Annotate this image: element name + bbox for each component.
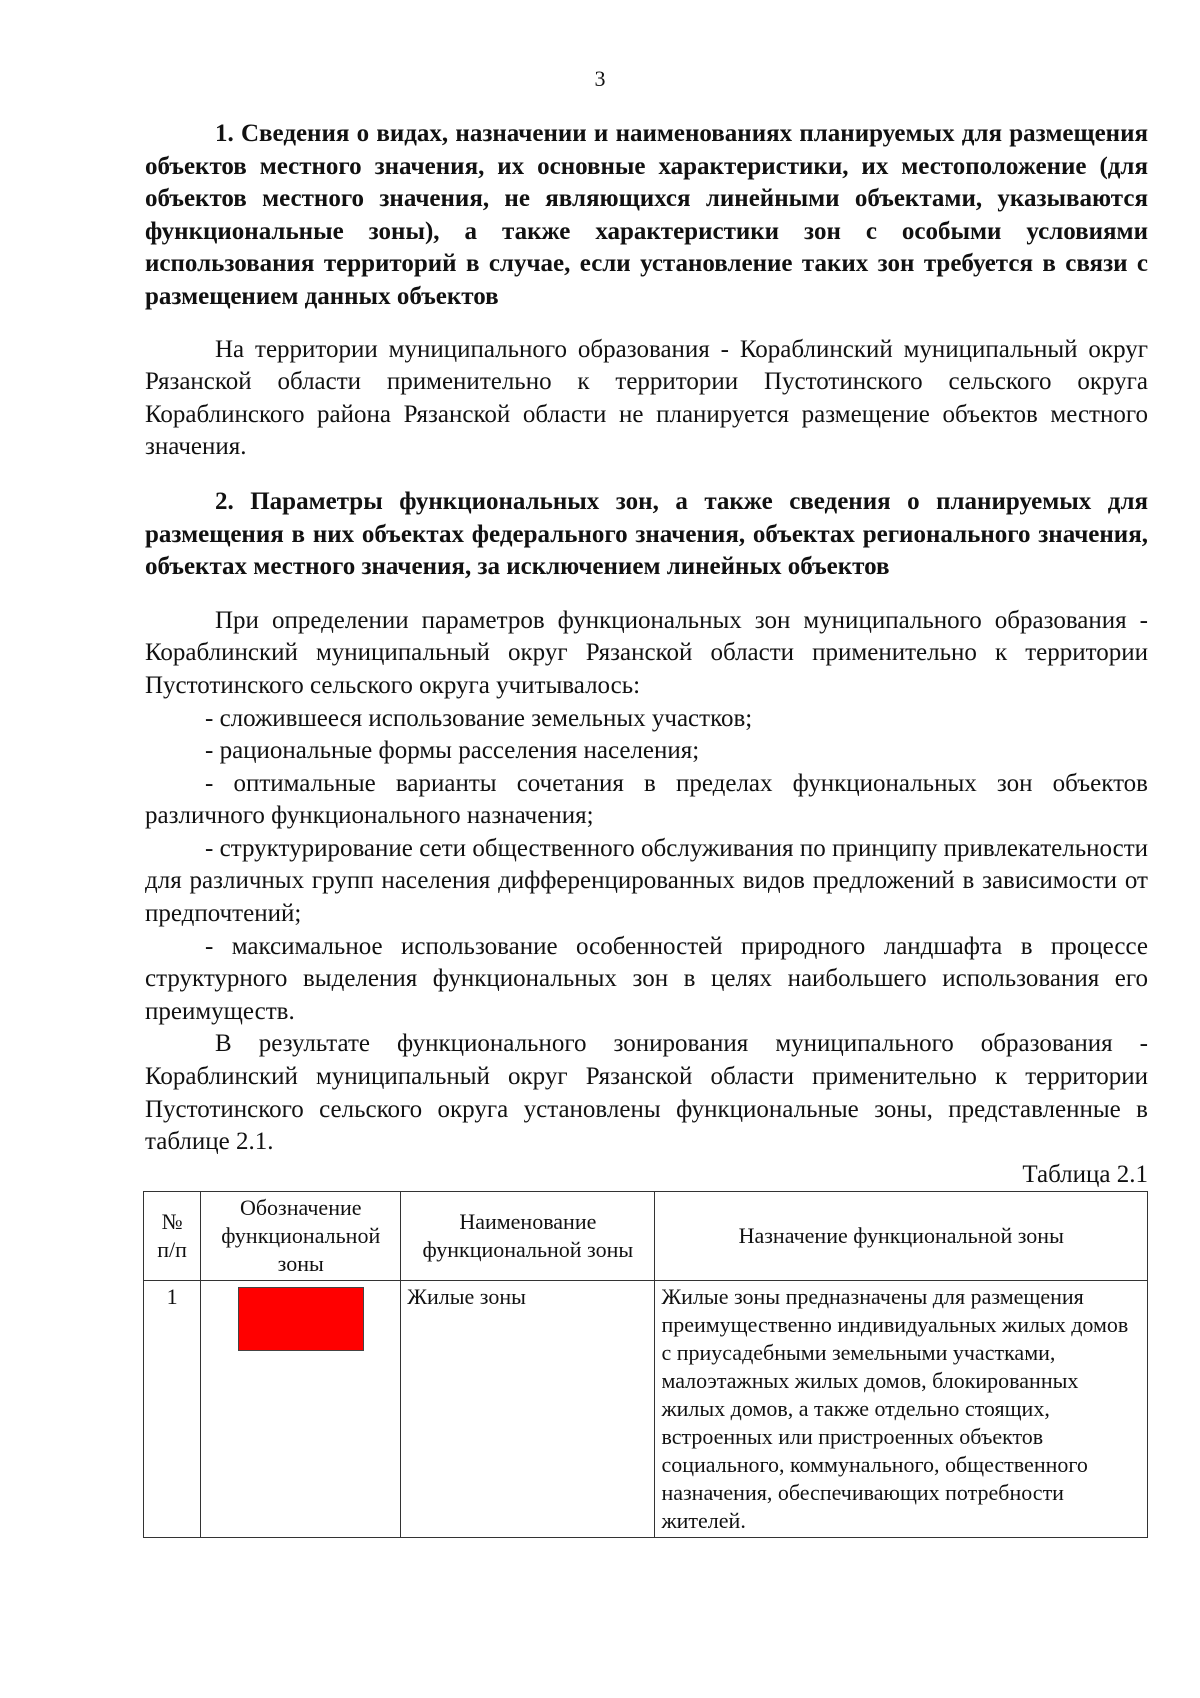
- section2-result: В результате функционального зонирования муниципального образования - Кораблинский муниципальный округ Рязанской области применительно к территории Пустотинского сельского округа установлены функциональные зоны, представленные в таблице 2.1.: [145, 1030, 1148, 1156]
- list-item: - рациональные формы расселения населения;: [205, 737, 700, 765]
- list-item: - максимальное использование особенностей природного ландшафта в процессе структурного выделения функциональных зон в целях наибольшего использования его преимуществ.: [145, 932, 1148, 1025]
- section2-heading: 2. Параметры функциональных зон, а также сведения о планируемых для размещения в них объектах федерального значения, объектах регионального значения, объектах местного значения, за исключением линейных объектов: [145, 487, 1148, 581]
- page-number: 3: [594, 66, 606, 91]
- section1-heading: 1. Сведения о видах, назначении и наименованиях планируемых для размещения объектов местного значения, их основные характеристики, их местоположение (для объектов местного значения, не являющихся линейными объектами, указываются функциональные зоны), а также характеристики зон с особыми условиями использования территорий в случае, если установление таких зон требуется в связи с размещением данных объектов: [145, 120, 1148, 310]
- table-row: [144, 1280, 1148, 1537]
- row-name: Жилые зоны: [401, 1280, 655, 1537]
- list-item: - структурирование сети общественного обслуживания по принципу привлекательности для различных групп населения дифференцированных видов предложений в зависимости от предпочтений;: [145, 834, 1148, 928]
- row-num: 1: [144, 1280, 201, 1537]
- table-header-row: [144, 1191, 1148, 1280]
- list-item: - сложившееся использование земельных участков;: [205, 704, 753, 732]
- section2-intro: При определении параметров функциональных зон муниципального образования - Кораблинский муниципальный округ Рязанской области применительно к территории Пустотинского сельского округа учитывалось:: [145, 606, 1148, 699]
- zones-table: [143, 1191, 1148, 1538]
- page-content: [145, 118, 1148, 1538]
- zone-color-swatch: [238, 1287, 364, 1351]
- list-item: - оптимальные варианты сочетания в пределах функциональных зон объектов различного функционального назначения;: [145, 769, 1148, 830]
- row-purpose: Жилые зоны предназначены для размещения преимущественно индивидуальных жилых домов с приусадебными земельными участками, малоэтажных жилых домов, блокированных жилых домов, а также отдельно стоящих, встроенных или пристроенных объектов социального, коммунального, общественного назначения, обеспечивающих потребности жителей.: [655, 1280, 1148, 1537]
- header-purpose: Назначение функциональной зоны: [655, 1191, 1148, 1280]
- section1-paragraph: На территории муниципального образования - Кораблинский муниципальный округ Рязанской области применительно к территории Пустотинского сельского округа Кораблинского района Рязанской области не планируется размещение объектов местного значения.: [145, 335, 1148, 461]
- header-num: № п/п: [144, 1191, 201, 1280]
- row-symbol: [201, 1280, 401, 1537]
- header-symbol: Обозначение функциональной зоны: [201, 1191, 401, 1280]
- header-name: Наименование функциональной зоны: [401, 1191, 655, 1280]
- table-caption: Таблица 2.1: [1022, 1160, 1148, 1188]
